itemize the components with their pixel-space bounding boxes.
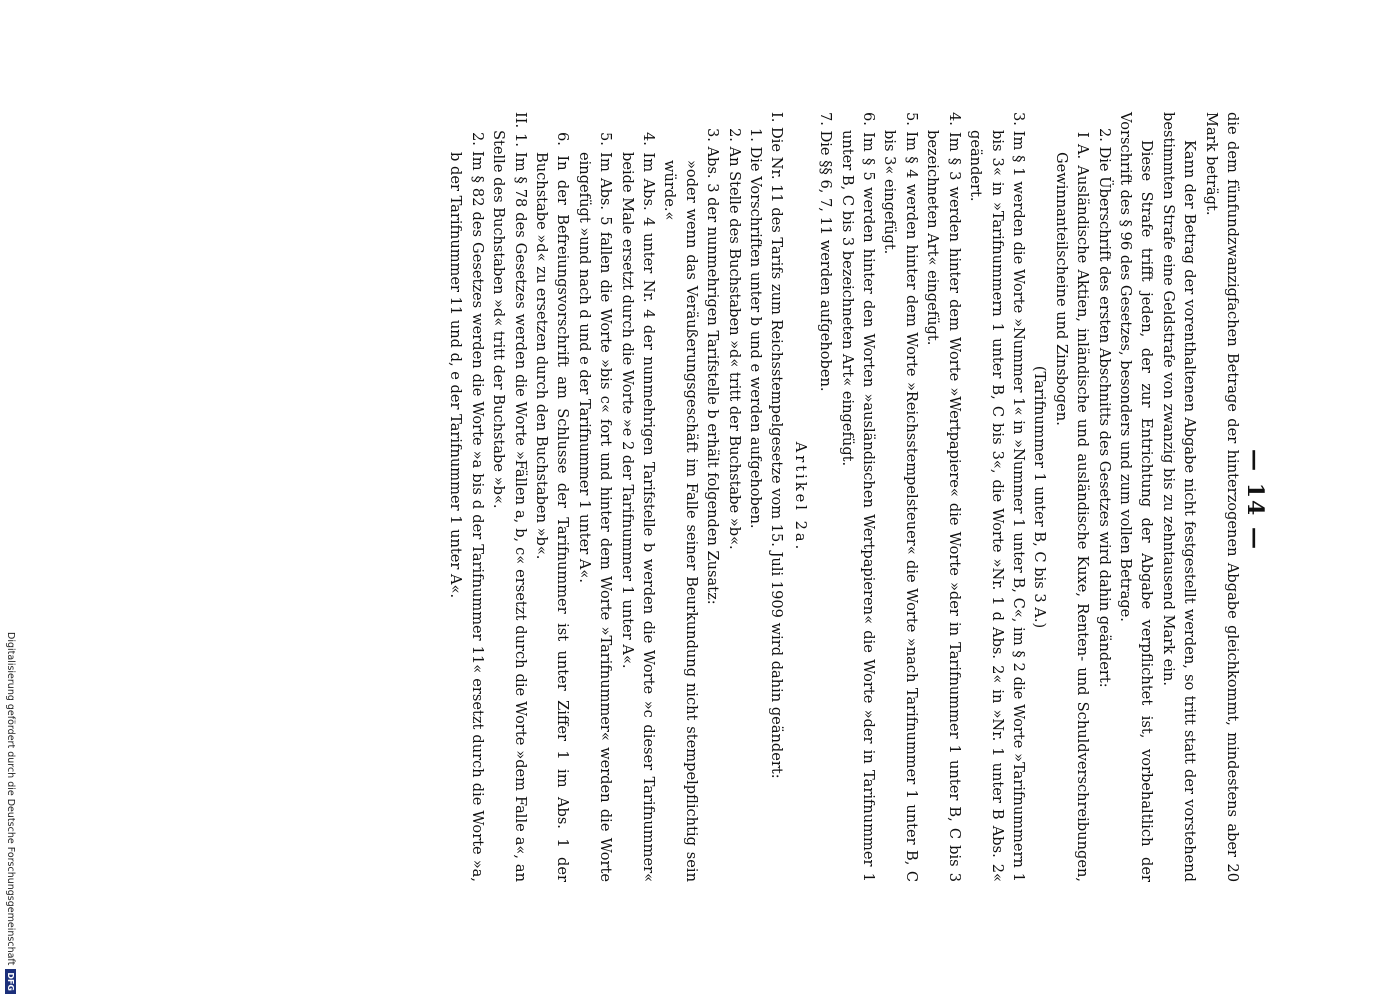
text-paragraph: Kann der Betrag der vorenthaltenen Abgabe nicht festgestellt werden, so tritt statt der vorstehend bestimmten Strafe eine Geldstrafe von zwanzig bis zu zehntausend Mark ein.: [1159, 112, 1199, 882]
credit-text: Digitalisierung gefördert durch die Deutsche Forschungsgemeinschaft: [5, 632, 17, 966]
text-paragraph: 2. An Stelle des Buchstaben »d« tritt der Buchstabe »b«.: [725, 128, 743, 550]
article-heading: Artikel 2a.: [791, 441, 809, 553]
text-paragraph: I A. Ausländische Aktien, inländische und ausländische Kuxe, Renten- und Schuldverschreibungen, Gewinnanteilscheine und Zinsbogen.: [1052, 132, 1092, 882]
text-paragraph: 1. Die Vorschriften unter b und e werden aufgehoben.: [747, 128, 765, 529]
text-paragraph: »oder wenn das Veräußerungsgeschäft im Falle seiner Beurkundung nicht stempelpflichtig sein würde.«: [661, 160, 700, 882]
text-paragraph: 6. Im § 5 werden hinter den Worten »ausländischen Wertpapieren« die Worte »der in Tarifnummer 1 unter B, C bis 3 bezeichneten Art« eingefügt.: [838, 112, 878, 882]
text-paragraph: 3. Im § 1 werden die Worte »Nummer 1« in »Nummer 1 unter B, C«, im § 2 die Worte »Tarifnummern 1 bis 3« in »Tarifnummern 1 unter B, C bis 3«, die Worte »Nr. 1 d Abs. 2« in »Nr. 1 unter B Abs. 2« geändert.: [967, 112, 1027, 882]
text-paragraph: 5. Im Abs. 5 fallen die Worte »bis c« fort und hinter dem Worte »Tarifnummer« werden die Worte eingefügt »und nach d und e der Tarifnummer 1 unter A«.: [575, 132, 615, 882]
text-paragraph: I. Die Nr. 11 des Tarifs zum Reichsstempelgesetze vom 15. Juli 1909 wird dahin geändert:: [768, 112, 786, 779]
digitization-credit: [1, 0, 21, 1000]
text-paragraph: 7. Die §§ 6, 7, 11 werden aufgehoben.: [817, 112, 835, 392]
text-paragraph: 4. Im § 3 werden hinter dem Worte »Wertpapiere« die Worte »der in Tarifnummer 1 unter B, C bis 3 bezeichneten Art« eingefügt.: [924, 112, 963, 882]
text-paragraph: II. 1. Im § 78 des Gesetzes werden die Worte »Fällen a, b, c« ersetzt durch die Worte »dem Falle a«, an Stelle des Buchstaben »d« tritt der Buchstabe »b«.: [490, 112, 529, 882]
document-body: [445, 112, 1243, 882]
text-paragraph: 5. Im § 4 werden hinter dem Worte »Reichsstempelsteuer« die Worte »nach Tarifnummer 1 unter B, C bis 3« eingefügt.: [881, 112, 920, 882]
text-paragraph: 6. In der Befreiungsvorschrift am Schlusse der Tarifnummer ist unter Ziffer 1 im Abs. 1 der Buchstabe »d« zu ersetzen durch den Buchstaben »b«.: [533, 132, 572, 882]
text-paragraph: (Tarifnummer 1 unter B, C bis 3 A.): [1031, 365, 1049, 629]
text-paragraph: 2. Im § 82 des Gesetzes werden die Worte »a bis d der Tarifnummer 11« ersetzt durch die Worte »a, b der Tarifnummer 11 und d, e der Tarifnummer 1 unter A«.: [447, 132, 486, 882]
text-paragraph: die dem fünfundzwanzigfachen Betrage der hinterzogenen Abgabe gleichkommt, mindestens aber 20 Mark beträgt.: [1202, 112, 1241, 882]
text-paragraph: 2. Die Überschrift des ersten Abschnitts des Gesetzes wird dahin geändert:: [1095, 128, 1113, 688]
dfg-logo: DFG: [6, 969, 17, 994]
text-paragraph: 3. Abs. 3 der nunmehrigen Tarifstelle b erhält folgenden Zusatz:: [704, 128, 722, 605]
text-paragraph: Diese Strafe trifft jeden, der zur Entrichtung der Abgabe verpflichtet ist, vorbehaltlich der Vorschrift des § 96 des Gesetzes, besonders und zum vollen Betrage.: [1116, 112, 1156, 882]
page-number: — 14 —: [1242, 449, 1268, 551]
text-paragraph: 4. Im Abs. 4 unter Nr. 4 der nunmehrigen Tarifstelle b werden die Worte »c dieser Tarifnummer« beide Male ersetzt durch die Worte »e 2 der Tarifnummer 1 unter A«.: [618, 132, 658, 882]
